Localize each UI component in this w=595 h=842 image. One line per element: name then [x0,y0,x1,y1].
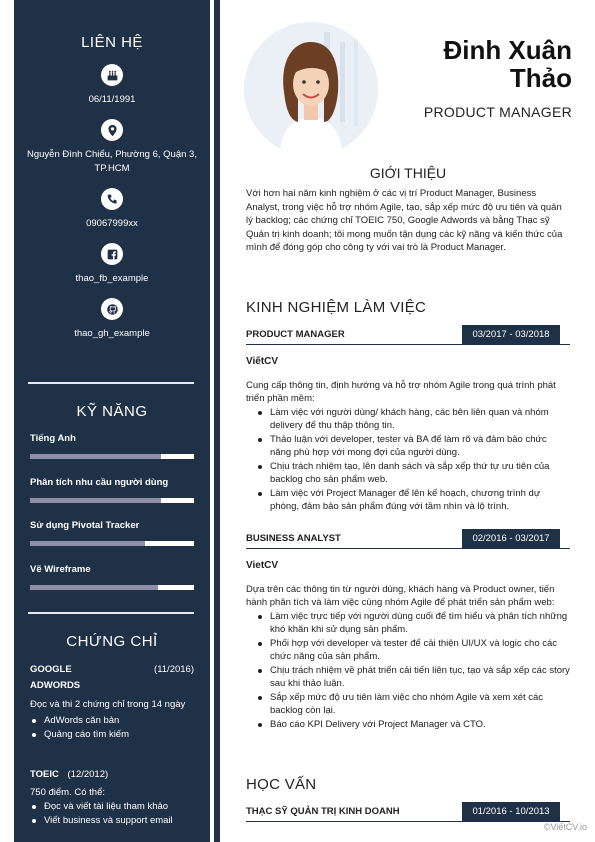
cert-bullet: Viết business và support email [30,814,194,828]
job-desc: Dựa trên các thông tin từ người dùng, khách hàng và Product owner, tiến hành phân tích và làm việc cùng nhóm Agile để phát triển sản phẩm web: [246,583,555,608]
cert-bullet: Quảng cáo tìm kiếm [30,728,194,742]
cert-desc: Đọc và thi 2 chứng chỉ trong 14 ngày [30,699,186,710]
skill-item [30,520,194,546]
job-role: BUSINESS ANALYST [246,533,341,544]
education-header [246,802,570,822]
job-date: 03/2017 - 03/2018 [462,325,560,345]
job-bullet: Làm việc với người dùng/ khách hàng, các bên liên quan và nhóm delivery để thu thập thông tin. [256,406,570,433]
cert-bullet: AdWords căn bản [30,714,194,728]
location-pin-icon [101,119,123,141]
skills-title: KỸ NĂNG [76,403,148,420]
job-bullet: Làm việc với Project Manager để lên kế hoạch, chương trình dự phòng, đảm bảo sản phẩm đúng với tầm nhìn và lộ trình. [256,487,570,514]
cake-icon [101,64,123,86]
certs-title: CHỨNG CHỈ [66,633,158,650]
skill-bar [30,541,194,546]
job-desc: Cung cấp thông tin, định hướng và hỗ trợ nhóm Agile trong quá trình phát triển phần mềm: [246,379,556,404]
cert-header [30,662,194,694]
github-text[interactable]: thao_gh_example [74,328,150,339]
cert-item [30,662,194,742]
skill-item [30,433,194,459]
cert-year: (11/2016) [154,664,194,675]
job-company: ViếtCV [246,356,279,367]
job-bullet: Thảo luận với developer, tester và BA để làm rõ và đảm bảo chức năng phù hợp với mong đợi của người dùng. [256,433,570,460]
sidebar-divider [28,612,194,614]
cert-desc: 750 điểm. Có thể: [30,787,105,798]
skill-bar [30,454,194,459]
job-bullet: Chịu trách nhiệm tạo, lên danh sách và sắp xếp thứ tự ưu tiên của backlog cho sản phẩm web. [256,460,570,487]
skill-item [30,477,194,503]
skill-name: Tiếng Anh [30,433,76,444]
job-header [246,529,570,549]
experience-title: KINH NGHIỆM LÀM VIỆC [246,299,427,316]
skill-bar-fill [30,498,161,503]
skill-bar-fill [30,585,158,590]
sidebar-divider [28,382,194,384]
education-degree: THẠC SỸ QUẢN TRỊ KINH DOANH [246,806,400,817]
cert-name: GOOGLE [30,664,72,675]
job-header [246,325,570,345]
facebook-text[interactable]: thao_fb_example [75,273,149,284]
cert-name: TOEIC [30,769,59,780]
contact-github[interactable] [14,298,210,341]
skill-name: Sử dụng Pivotal Tracker [30,520,140,531]
job-role: PRODUCT MANAGER [246,329,345,340]
skill-bar [30,498,194,503]
job-details [246,559,570,731]
candidate-name-line: Đinh Xuân [443,35,572,65]
education-title: HỌC VẤN [246,776,317,793]
job-bullet: Phối hợp với developer và tester để cải thiện UI/UX và logic cho các chức năng của sản phẩm. [256,637,570,664]
intro-text: Với hơn hai năm kinh nghiệm ở các vị trí Product Manager, Business Analyst, trong việc hỗ trợ nhóm Agile, tạo, sắp xếp mức độ ưu tiên và quản lý backlog; các chứng chỉ TOEIC 750, Google Adwords và bằng Thạc sỹ Quản trị kinh doanh; tôi mong muốn tận dụng các kỹ năng và kiến thức của mình để đóng góp cho công ty với vai trò là Product Manager. [246,188,563,253]
contact-birthday [14,64,210,107]
candidate-name [443,36,572,92]
cert-bullet: Đọc và viết tài liệu tham khảo [30,800,194,814]
contact-phone [14,188,210,231]
skill-name: Phân tích nhu cầu người dùng [30,477,169,488]
facebook-icon[interactable] [101,243,123,265]
cert-item [30,767,194,828]
candidate-name-line: Thảo [509,63,572,93]
candidate-role: PRODUCT MANAGER [423,104,572,120]
skill-bar-fill [30,541,145,546]
job-date: 02/2016 - 03/2017 [462,529,560,549]
job-company: VietCV [246,560,279,571]
contact-address [14,119,210,176]
job-details [246,355,570,514]
birthday-text: 06/11/1991 [88,94,136,105]
contact-title: LIÊN HỆ [81,34,143,51]
cert-year: (12/2012) [67,769,109,780]
sidebar-stripe [214,0,220,842]
intro-title: GIỚI THIỆU [369,165,447,181]
skill-bar [30,585,194,590]
job-bullet: Sắp xếp mức độ ưu tiên làm việc cho nhóm Agile và xem xét các backlog còn lại. [256,691,570,718]
cert-header [30,767,194,783]
contact-facebook[interactable] [14,243,210,286]
skill-item [30,564,194,590]
skill-bar-fill [30,454,161,459]
address-text: Nguyễn Đình Chiểu, Phường 6, Quận 3, TP.HCM [27,149,197,174]
phone-icon [101,188,123,210]
footer-watermark: ©ViếtCV.io [543,822,587,832]
education-date: 01/2016 - 10/2013 [462,802,560,822]
job-bullet: Chịu trách nhiệm về phát triển cải tiến liên tục, tạo và sắp xếp các story sau khi thảo luận. [256,664,570,691]
github-icon[interactable] [101,298,123,320]
skill-name: Vẽ Wireframe [30,564,91,575]
profile-photo [244,22,378,156]
phone-text: 09067999xx [86,218,138,229]
cert-name: ADWORDS [30,680,81,691]
job-bullet: Làm việc trực tiếp với người dùng cuối để tìm hiểu và phân tích những khó khăn khi sử dụng sản phẩm. [256,610,570,637]
job-bullet: Báo cáo KPI Delivery với Project Manager và CTO. [256,718,570,732]
sidebar [14,0,210,842]
